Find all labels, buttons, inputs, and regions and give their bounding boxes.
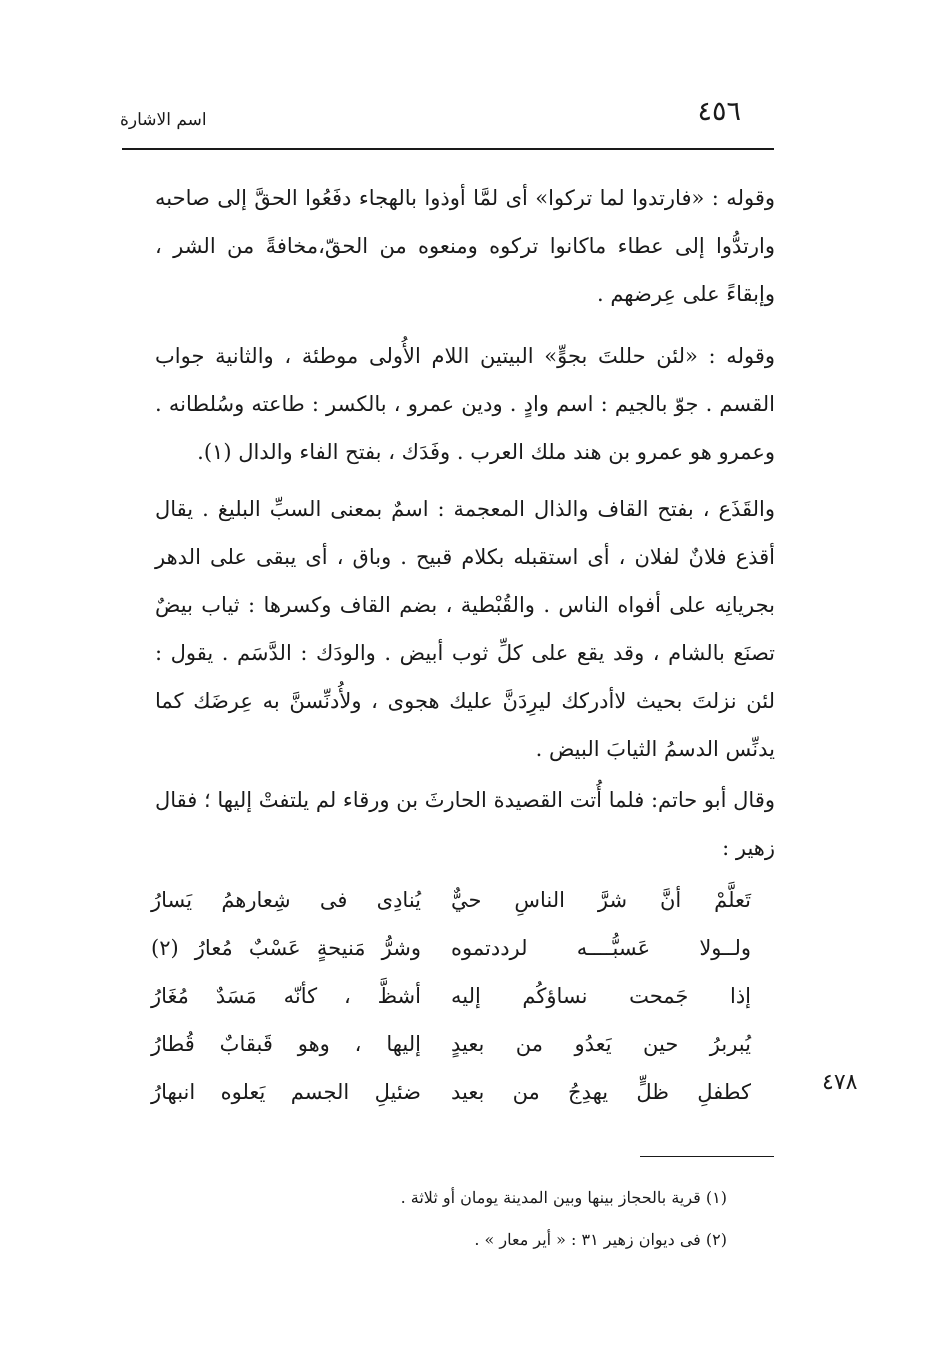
running-title: اسم الاشارة <box>120 110 207 130</box>
verse-line <box>151 924 751 972</box>
paragraph-1: وقوله : «فارتدوا لما تركوا» أى لمَّا أوذوا بالهجاء دفَعُوا الحقَّ إلى صاحبه وارتدُّوا إلى عطاء ماكانوا تركوه ومنعوه من الحقّ،مخافةً من الشر ، وإبقاءً على عِرضهم . <box>155 186 775 306</box>
footnote-rule <box>640 1156 774 1157</box>
verse-line <box>151 1068 751 1116</box>
verse-first-hemistich: كطفلِ ظلٍّ يهدِجُ من بعيد <box>451 1080 751 1104</box>
verse-first-hemistich: يُبربرُ حين يَعدُو من بعيدٍ <box>451 1032 751 1056</box>
verse-second-hemistich: وشرُّ مَنيحةٍ عَسْبٌ مُعارُ (٢) <box>151 936 421 960</box>
footnote-2: (٢) فى ديوان زهير ٣١ : « أير معار » . <box>474 1230 727 1249</box>
verse-line <box>151 876 751 924</box>
poem <box>151 876 751 1116</box>
verse-line <box>151 1020 751 1068</box>
margin-page-number: ٤٧٨ <box>822 1070 858 1095</box>
verse-second-hemistich: إليها ، وهو قَبقابٌ قُطارُ <box>151 1032 421 1056</box>
page-number: ٤٥٦ <box>697 96 741 127</box>
verse-first-hemistich: إذا جَمحت نساؤكُم إليه <box>451 984 751 1008</box>
verse-second-hemistich: أشظَّ ، كأنّه مَسَدٌ مُغَارُ <box>151 984 421 1008</box>
verse-second-hemistich: يُنادِى فى شِعارهمُ يَسارُ <box>151 888 421 912</box>
verse-first-hemistich: تَعلَّمْ أنَّ شرَّ الناسِ حيٌّ <box>451 888 751 912</box>
header-rule <box>122 148 774 150</box>
verse-first-hemistich: ولــولا عَسبُّــــه لرددتموه <box>451 936 751 960</box>
paragraph-2: وقوله : «لئن حللتَ بجوٍّ» البيتين اللام الأُولى موطئة ، والثانية جواب القسم . جوّ بالجيم : اسم وادٍ . ودين عمرو ، بالكسر : طاعته وسُلطانه . وعمرو هو عمرو بن هند ملك العرب . وفَدَك ، بفتح الفاء والدال (١). <box>155 344 775 464</box>
verse-line <box>151 972 751 1020</box>
paragraph-4: وقال أبو حاتم: فلما أُتت القصيدة الحارثَ بن ورقاء لم يلتفتْ إليها ؛ فقال زهير : <box>155 788 775 860</box>
paragraph-3: والقَذَع ، بفتح القاف والذال المعجمة : اسمٌ بمعنى السبِّ البليغ . يقال أقذع فلانٌ لفلان ، أى استقبله بكلام قبيح . وباق ، أى يبقى على الدهر بجريانِه على أفواه الناس . والقُبْطية ، بضم القاف وكسرها : ثياب بيضٌ تصنَع بالشام ، وقد يقع على كلِّ ثوب أبيض . والودَك : الدَّسَم . يقول : لئن نزلتَ بحيث لاأدركك ليرِدَنَّ عليك هجوى ، ولأُدنِّسنَّ به عِرضَك كما يدنِّس الدسمُ الثيابَ البيض . <box>155 497 775 761</box>
footnote-1: (١) قرية بالحجاز بينها وبين المدينة يومان أو ثلاثة . <box>400 1188 727 1207</box>
verse-second-hemistich: ضئيلِ الجسم يَعلوه انبهارُ <box>151 1080 421 1104</box>
